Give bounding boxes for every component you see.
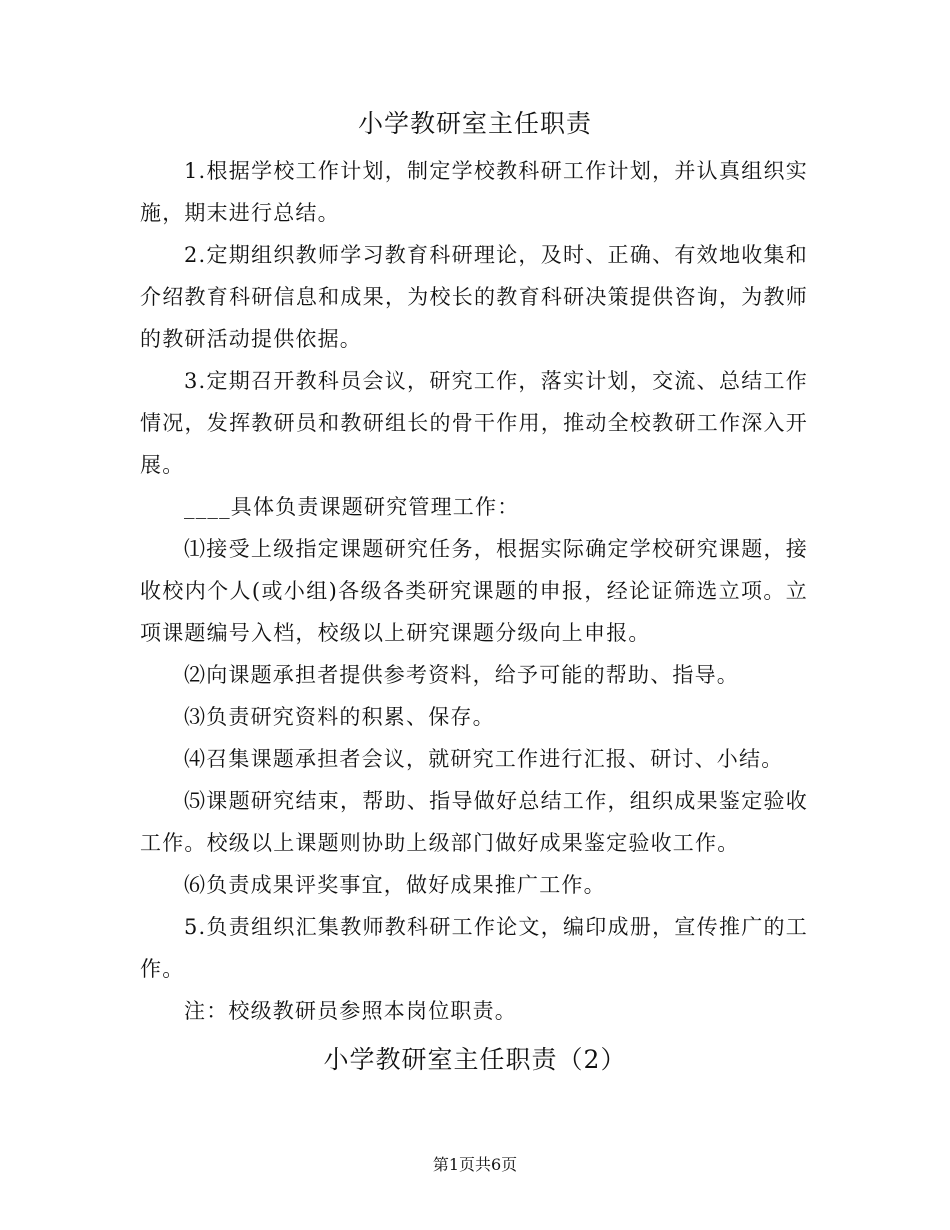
paragraph-1: 1.根据学校工作计划，制定学校教科研工作计划，并认真组织实施，期末进行总结。 (140, 159, 808, 225)
paragraph-2: 2.定期组织教师学习教育科研理论，及时、正确、有效地收集和介绍教育科研信息和成果，为校长的教育科研决策提供咨询，为教师的教研活动提供依据。 (140, 243, 808, 351)
second-section-title: 小学教研室主任职责（2） (323, 1045, 627, 1074)
page-footer: 第1页共6页 (432, 1155, 518, 1174)
note-paragraph: 注：校级教研员参照本岗位职责。 (184, 999, 517, 1023)
document-title: 小学教研室主任职责 (357, 109, 592, 138)
sub-item-4: ⑷召集课题承担者会议，就研究工作进行汇报、研讨、小结。 (184, 747, 784, 771)
sub-item-1: ⑴接受上级指定课题研究任务，根据实际确定学校研究课题，接收校内个人(或小组)各级各类研究课题的申报，经论证筛选立项。立项课题编号入档，校级以上研究课题分级向上申报。 (140, 537, 808, 645)
paragraph-3: 3.定期召开教科员会议，研究工作，落实计划，交流、总结工作情况，发挥教研员和教研组长的骨干作用，推动全校教研工作深入开展。 (140, 369, 808, 477)
document-body (140, 150, 808, 1032)
sub-item-6: ⑹负责成果评奖事宜，做好成果推广工作。 (184, 873, 606, 897)
sub-item-2: ⑵向课题承担者提供参考资料，给予可能的帮助、指导。 (184, 663, 739, 687)
paragraph-5: 5.负责组织汇集教师教科研工作论文，编印成册，宣传推广的工作。 (140, 915, 808, 981)
sub-item-3: ⑶负责研究资料的积累、保存。 (184, 705, 495, 729)
sub-item-5: ⑸课题研究结束，帮助、指导做好总结工作，组织成果鉴定验收工作。校级以上课题则协助上级部门做好成果鉴定验收工作。 (140, 789, 808, 855)
paragraph-4: ____具体负责课题研究管理工作： (184, 495, 520, 519)
